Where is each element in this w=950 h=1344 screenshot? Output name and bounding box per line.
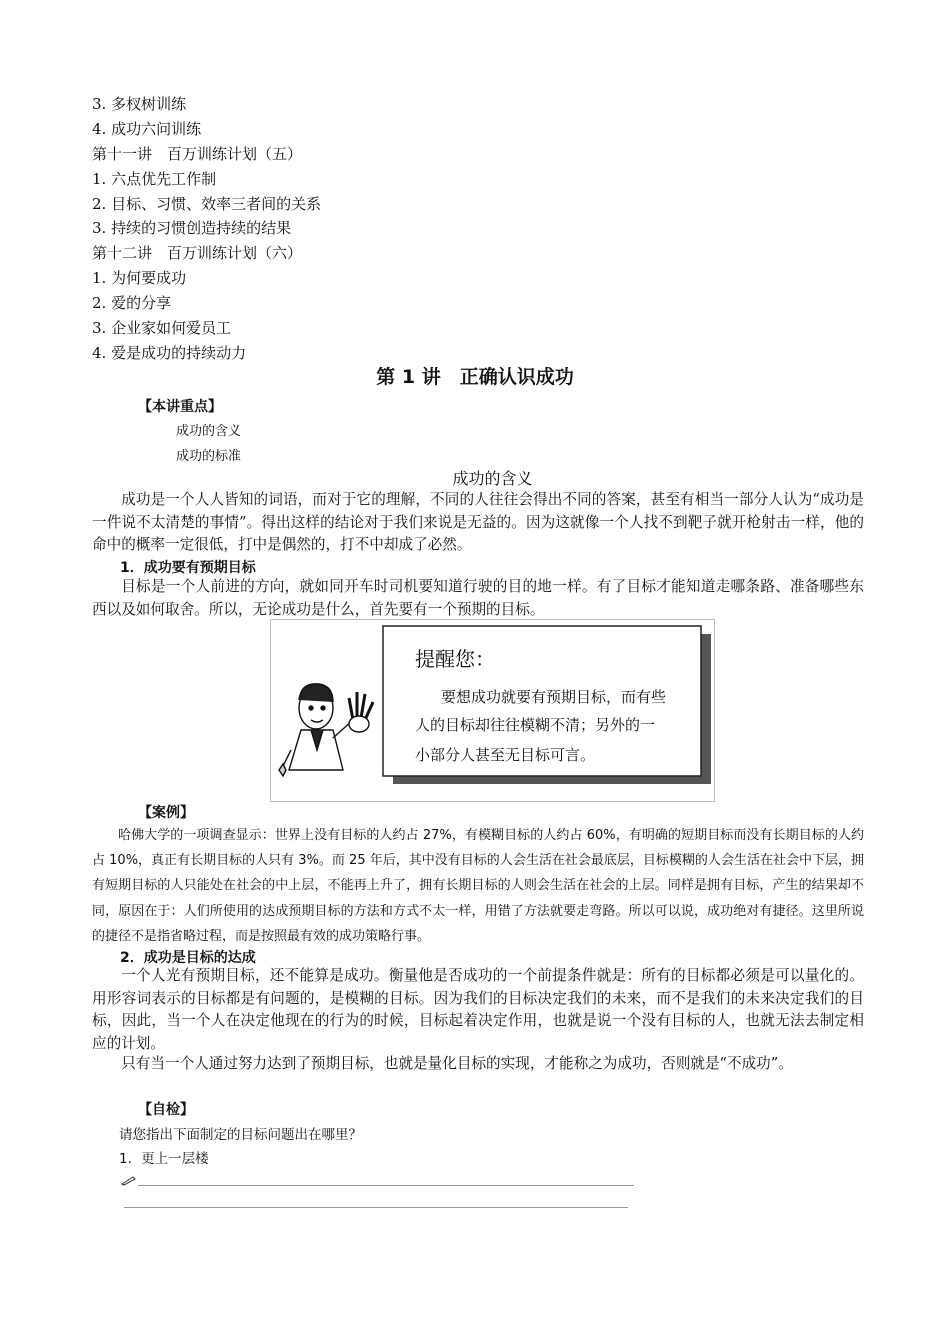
self-check-label: 【自检】	[138, 1102, 194, 1118]
point2-title: 2．成功是目标的达成	[120, 950, 256, 966]
point1-title: 1．成功要有预期目标	[120, 560, 256, 576]
self-check-item: 1．更上一层楼	[119, 1151, 209, 1167]
toc-item: 1. 六点优先工作制	[92, 169, 217, 188]
section-title: 成功的含义	[452, 469, 533, 488]
answer-line[interactable]	[138, 1185, 634, 1186]
pencil-icon	[121, 1174, 137, 1186]
point2-conclusion: 只有当一个人通过努力达到了预期目标，也就是量化目标的实现，才能称之为成功，否则就是“不成功”。	[121, 1055, 793, 1072]
answer-line[interactable]	[124, 1207, 628, 1208]
reminder-line: 要想成功就要有预期目标，而有些	[441, 688, 667, 706]
key-point-item: 成功的含义	[176, 424, 242, 439]
reminder-line: 人的目标却往往模糊不清；另外的一	[415, 716, 656, 734]
toc-item: 第十二讲 百万训练计划（六）	[92, 244, 303, 263]
toc-item: 2. 目标、习惯、效率三者间的关系	[92, 194, 322, 213]
point1-text: 目标是一个人前进的方向，就如同开车时司机要知道行驶的目的地一样。有了目标才能知道走哪条路、准备哪些东西以及如何取舍。所以，无论成功是什么，首先要有一个预期的目标。	[92, 578, 864, 618]
lecture-title: 第 1 讲 正确认识成功	[376, 366, 574, 388]
point2-text: 一个人光有预期目标，还不能算是成功。衡量他是否成功的一个前提条件就是：所有的目标都必须是可以量化的。用形容词表示的目标都是有问题的，是模糊的目标。因为我们的目标决定我们的未来，而不是我们的未来决定我们的目标，因此，当一个人在决定他现在的行为的时候，目标起着决定作用，也就是说一个没有目标的人，也就无法去制定相应的计划。	[92, 967, 864, 1052]
toc-item: 4. 爱是成功的持续动力	[92, 343, 247, 362]
reminder-illustration	[270, 619, 715, 802]
toc-item: 3. 持续的习惯创造持续的结果	[92, 219, 292, 238]
table-of-contents	[92, 92, 321, 366]
toc-item: 1. 为何要成功	[92, 269, 187, 288]
self-check-question: 请您指出下面制定的目标问题出在哪里？	[119, 1127, 362, 1143]
toc-item: 第十一讲 百万训练计划（五）	[92, 144, 303, 163]
reminder-graphic	[271, 620, 714, 801]
reminder-heading: 提醒您：	[415, 647, 495, 671]
toc-item: 2. 爱的分享	[92, 294, 172, 313]
cartoon-man-icon	[279, 684, 373, 776]
intro-paragraph: 成功是一个人人皆知的词语，而对于它的理解，不同的人往往会得出不同的答案，甚至有相当一部分人认为“成功是一件说不太清楚的事情”。得出这样的结论对于我们来说是无益的。因为这就像一个人找不到靶子就开枪射击一样，他的命中的概率一定很低，打中是偶然的，打不中却成了必然。	[92, 491, 864, 553]
key-point-item: 成功的标准	[176, 449, 242, 464]
case-label: 【案例】	[138, 805, 194, 821]
case-text: 哈佛大学的一项调查显示：世界上没有目标的人约占 27%，有模糊目标的人约占 60%，有明确的短期目标而没有长期目标的人约占 10%，真正有长期目标的人只有 3%。而 25 年后，其中没有目标的人会生活在社会最底层，目标模糊的人会生活在社会中下层，拥有短期目标的人只能处在社会的中上层，不能再上升了，拥有长期目标的人则会生活在社会的上层。同样是拥有目标，产生的结果却不同，原因在于：人们所使用的达成预期目标的方法和方式不太一样，用错了方法就要走弯路。所以可以说，成功绝对有捷径。这里所说的捷径不是指省略过程，而是按照最有效的成功策略行事。	[92, 828, 864, 944]
toc-item: 4. 成功六问训练	[92, 119, 202, 138]
reminder-line: 小部分人甚至无目标可言。	[415, 746, 596, 764]
toc-item: 3. 多杈树训练	[92, 95, 187, 113]
key-points-label: 【本讲重点】	[138, 399, 222, 415]
toc-item: 3. 企业家如何爱员工	[92, 319, 232, 338]
